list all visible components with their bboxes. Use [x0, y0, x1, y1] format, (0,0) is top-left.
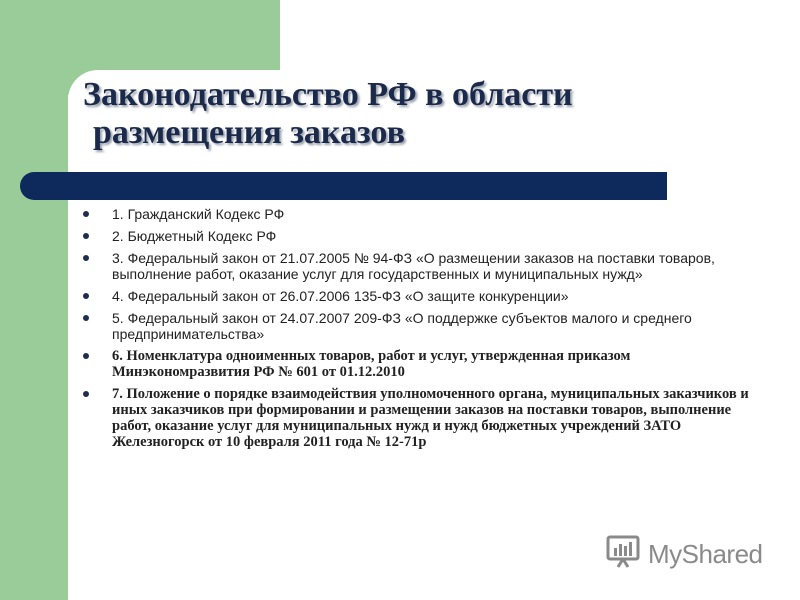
- list-item: 2. Бюджетный Кодекс РФ: [80, 228, 752, 244]
- law-list: [80, 206, 752, 456]
- list-item: 7. Положение о порядке взаимодействия уполномоченного органа, муниципальных заказчиков и иных заказчиков при формировании и размещении заказов на поставки товаров, выполнение работ, оказание услуг для муниципальных нужд и нужд бюджетных учреждений ЗАТО Железногорск от 10 февраля 2011 года № 12-71р: [80, 386, 752, 450]
- decor-green-left: [0, 0, 68, 600]
- list-item: 3. Федеральный закон от 21.07.2005 № 94-ФЗ «О размещении заказов на поставки товаров, выполнение работ, оказание услуг для государственных и муниципальных нужд»: [80, 250, 752, 282]
- myshared-logo-icon: [606, 535, 642, 574]
- title-divider-bar: [20, 172, 667, 200]
- list-item: 1. Гражданский Кодекс РФ: [80, 206, 752, 222]
- list-item: 4. Федеральный закон от 26.07.2006 135-ФЗ «О защите конкуренции»: [80, 288, 752, 304]
- list-item: 5. Федеральный закон от 24.07.2007 209-ФЗ «О поддержке субъектов малого и среднего предпринимательства»: [80, 310, 752, 342]
- list-item: 6. Номенклатура одноименных товаров, работ и услуг, утвержденная приказом Минэкономразвития РФ № 601 от 01.12.2010: [80, 348, 752, 380]
- watermark-text: MyShared: [648, 538, 763, 569]
- slide-title: [83, 76, 573, 152]
- title-line-2: размещения заказов: [93, 114, 405, 151]
- watermark: [606, 536, 763, 572]
- title-line-1: Законодательство РФ в области: [83, 76, 573, 113]
